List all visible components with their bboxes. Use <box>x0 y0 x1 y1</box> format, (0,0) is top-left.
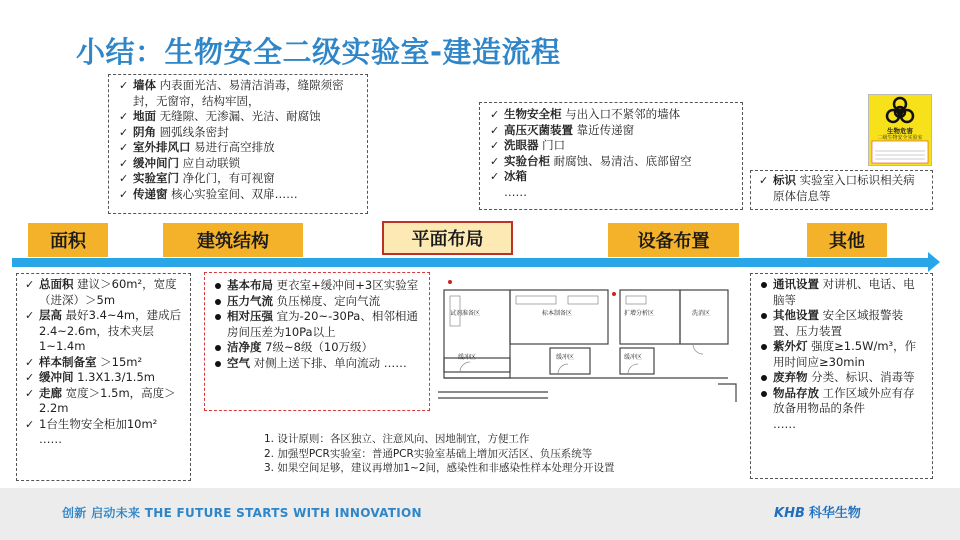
building-text: 内表面光洁、易清洁消毒，缝隙须密封，无窗帘，结构牢固， <box>133 78 344 108</box>
building-text: 净化门，有可视窗 <box>179 171 275 185</box>
area-more: …… <box>39 432 62 446</box>
building-text: 应自动联锁 <box>179 155 241 170</box>
note-2: 2. 加强型PCR实验室：普通PCR实验室基础上增加灭活区、负压系统等 <box>264 447 593 460</box>
sign-requirement-item <box>757 173 926 204</box>
brand-cn: 科华生物 <box>808 506 861 521</box>
equipment-item <box>488 107 734 123</box>
other-text: 分类、标识、消毒等 <box>807 370 915 384</box>
building-structure-box <box>108 74 368 214</box>
layout-item <box>211 309 423 340</box>
note-3: 3. 如果空间足够，建议再增加1~2间，感染性和非感染性样本处理分开设置 <box>264 462 615 474</box>
area-term: 层高 <box>39 308 62 322</box>
area-term: 总面积 <box>39 277 74 291</box>
sign-text: 实验室入口标识相关病原体信息等 <box>773 173 915 203</box>
other-term: 其他设置 <box>773 308 819 322</box>
sign-requirement-box <box>750 170 933 210</box>
equipment-more: …… <box>504 184 527 199</box>
layout-text: 7级~8级（10万级） <box>261 340 374 354</box>
area-item <box>23 355 184 371</box>
area-text: 建议＞60m²，宽度（进深）＞5m <box>39 277 177 307</box>
layout-term: 压力气流 <box>227 293 273 308</box>
layout-term: 基本布局 <box>227 278 273 292</box>
layout-term: 空气 <box>227 355 250 370</box>
stage-equipment[interactable]: 设备布置 <box>608 223 739 257</box>
page-title: 小结：生物安全二级实验室-建造流程 <box>76 35 561 69</box>
equipment-item <box>488 169 734 185</box>
other-term: 废弃物 <box>773 370 808 384</box>
area-text: 最好3.4~4m，建成后2.4~2.6m，技术夹层1~1.4m <box>39 308 182 353</box>
equipment-text: 靠近传递窗 <box>573 122 635 137</box>
other-term: 紫外灯 <box>773 339 808 353</box>
equipment-text: 耐腐蚀、易清洁、底部留空 <box>550 153 692 168</box>
floor-layout-box <box>204 272 430 411</box>
plan-label-amplification: 扩增分析区 <box>624 310 655 317</box>
stage-building-structure[interactable]: 建筑结构 <box>163 223 303 257</box>
equipment-term: 高压灭菌装置 <box>504 122 573 137</box>
brand-latin: KHB <box>774 506 805 521</box>
stage-floor-layout[interactable]: 平面布局 <box>382 221 513 255</box>
other-text: 安全区域报警装置、压力装置 <box>773 308 904 338</box>
timeline-bar <box>12 258 930 267</box>
building-term: 阴角 <box>133 124 156 139</box>
building-term: 传递窗 <box>133 186 168 201</box>
building-item <box>117 78 359 109</box>
other-text: 工作区域外应有存放备用物品的条件 <box>773 385 915 415</box>
equipment-text: 与出入口不紧邻的墙体 <box>561 107 681 121</box>
building-item <box>117 140 359 156</box>
other-text: 强度≥1.5W/m³，作用时间应≥30min <box>773 339 917 369</box>
area-text: ＞15m² <box>96 354 143 369</box>
layout-text: 对侧上送下排、单向流动 …… <box>250 355 407 370</box>
area-item <box>23 386 184 417</box>
other-item <box>757 370 926 386</box>
design-notes <box>264 432 615 476</box>
plan-label-reagent: 试剂准备区 <box>450 310 481 317</box>
equipment-term: 冰箱 <box>504 169 527 183</box>
building-text: 无缝隙、无渗漏、光洁、耐腐蚀 <box>156 109 321 123</box>
sign-subheading: 二级生物安全实验室 <box>877 135 923 141</box>
other-more: …… <box>773 416 796 431</box>
stage-area[interactable]: 面积 <box>28 223 108 257</box>
equipment-box <box>479 102 743 210</box>
area-term: 走廊 <box>39 385 62 400</box>
plan-label-specimen: 标本制备区 <box>542 310 573 317</box>
equipment-term: 生物安全柜 <box>504 107 562 121</box>
building-term: 地面 <box>133 109 156 123</box>
other-term: 通讯设置 <box>773 277 819 291</box>
plan-label-buffer-3: 缓冲区 <box>624 354 643 361</box>
building-term: 室外排风口 <box>133 140 191 154</box>
footer-slogan: 创新 启动未来 THE FUTURE STARTS WITH INNOVATION <box>62 506 422 520</box>
equipment-term: 洗眼器 <box>504 138 539 152</box>
stage-other[interactable]: 其他 <box>807 223 887 257</box>
building-term: 墙体 <box>133 78 156 92</box>
other-text: 对讲机、电话、电脑等 <box>773 277 915 307</box>
area-item <box>23 370 184 386</box>
equipment-item <box>488 154 734 170</box>
layout-text: 更衣室+缓冲间+3区实验室 <box>273 278 419 292</box>
other-item <box>757 386 926 417</box>
area-text: 1台生物安全柜加10m² <box>39 416 158 431</box>
building-item <box>117 109 359 125</box>
equipment-term: 实验台柜 <box>504 153 550 168</box>
area-item <box>23 277 184 308</box>
area-term: 缓冲间 <box>39 370 74 384</box>
layout-term: 洁净度 <box>227 340 262 354</box>
layout-item <box>211 294 423 310</box>
layout-item <box>211 356 423 372</box>
other-box <box>750 273 933 479</box>
equipment-item <box>488 138 734 154</box>
other-term: 物品存放 <box>773 385 819 400</box>
layout-item <box>211 340 423 356</box>
area-box <box>16 273 191 481</box>
plan-label-buffer-1: 缓冲区 <box>458 354 477 361</box>
layout-text: 负压梯度、定向气流 <box>273 293 381 308</box>
layout-term: 相对压强 <box>227 309 273 323</box>
note-1: 1. 设计原则：各区独立、注意风向、因地制宜，方便工作 <box>264 433 530 445</box>
layout-item <box>211 278 423 294</box>
building-text: 核心实验室间、双扉…… <box>167 186 298 201</box>
building-term: 实验室门 <box>133 171 179 185</box>
area-text: 宽度＞1.5m，高度＞2.2m <box>39 385 176 415</box>
building-term: 缓冲间门 <box>133 155 179 170</box>
plan-label-wash: 洗消区 <box>692 310 711 317</box>
area-text: 1.3X1.3/1.5m <box>73 370 155 384</box>
layout-text: 宜为-20~-30Pa、相邻相通房间压差为10Pa以上 <box>227 309 418 339</box>
building-item <box>117 156 359 172</box>
area-term: 样本制备室 <box>39 354 97 369</box>
equipment-text: 门口 <box>538 138 566 152</box>
other-item <box>757 339 926 370</box>
area-item <box>23 417 184 433</box>
sign-term: 标识 <box>773 173 796 187</box>
building-text: 易进行高空排放 <box>190 140 275 154</box>
building-item <box>117 125 359 141</box>
floor-plan-drawing <box>438 274 743 406</box>
biohazard-sign <box>868 94 932 166</box>
arrow-right-icon <box>928 252 940 272</box>
plan-label-buffer-2: 缓冲区 <box>556 354 575 361</box>
building-text: 圆弧线条密封 <box>156 124 229 139</box>
brand-logo <box>774 502 861 521</box>
equipment-item <box>488 123 734 139</box>
sign-heading: 生物危害 <box>887 127 913 135</box>
building-item <box>117 171 359 187</box>
other-item <box>757 308 926 339</box>
area-item <box>23 308 184 355</box>
building-item <box>117 187 359 203</box>
other-item <box>757 277 926 308</box>
floor-plan <box>438 274 743 406</box>
